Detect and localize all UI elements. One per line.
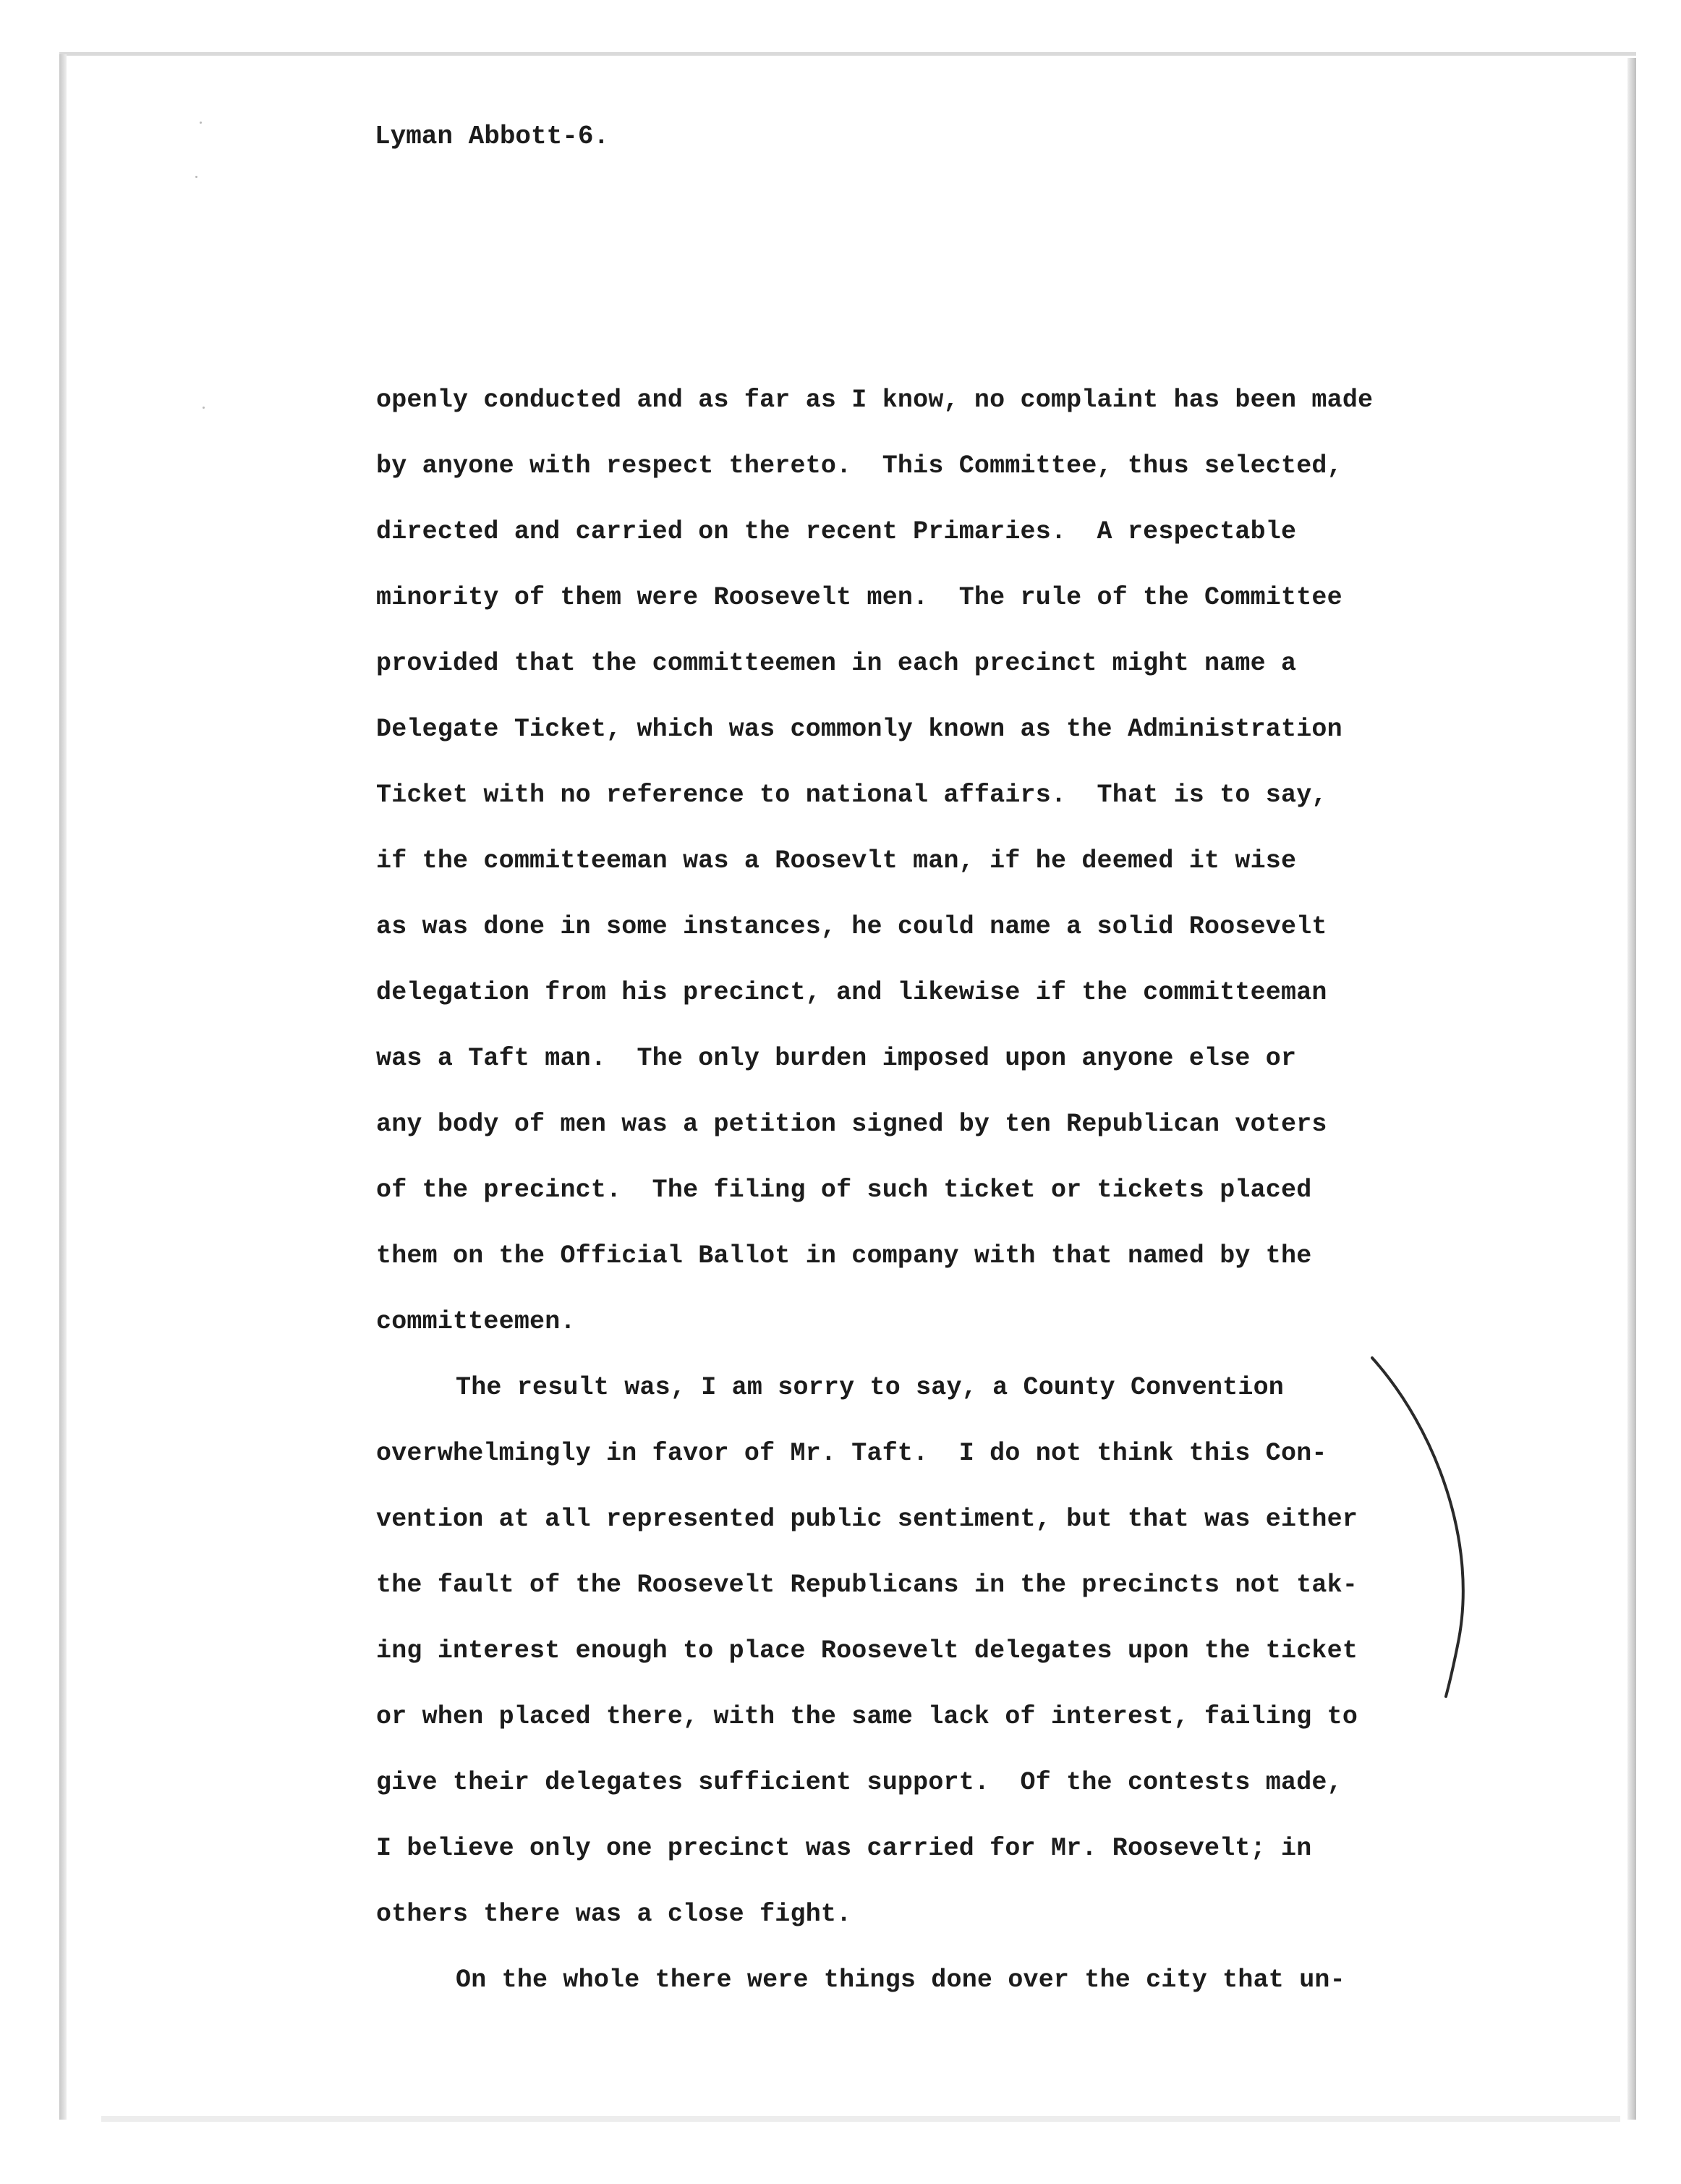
text-line: give their delegates sufficient support. Of the contests made, [376, 1768, 1342, 1797]
text-line: Ticket with no reference to national affairs. That is to say, [376, 781, 1327, 810]
text-line: of the precinct. The filing of such ticket or tickets placed [376, 1176, 1312, 1204]
paragraph-first-line: On the whole there were things done over the city that un- [456, 1966, 1345, 1994]
page-edge-top [59, 52, 1636, 56]
paragraph-first-line: The result was, I am sorry to say, a County Convention [456, 1373, 1284, 1402]
handwritten-margin-bracket [1371, 1356, 1479, 1700]
text-line: the fault of the Roosevelt Republicans in the precincts not tak- [376, 1571, 1358, 1599]
text-line: by anyone with respect thereto. This Committee, thus selected, [376, 451, 1342, 480]
text-line: others there was a close fight. [376, 1900, 852, 1929]
page-edge-left [59, 54, 67, 2120]
text-line: openly conducted and as far as I know, no complaint has been made [376, 386, 1374, 415]
text-line: minority of them were Roosevelt men. The rule of the Committee [376, 583, 1342, 612]
text-line: any body of men was a petition signed by ten Republican voters [376, 1110, 1327, 1139]
text-line: delegation from his precinct, and likewise if the committeeman [376, 978, 1327, 1007]
paper-speck [203, 407, 205, 409]
text-line: ing interest enough to place Roosevelt delegates upon the ticket [376, 1636, 1358, 1665]
page-header: Lyman Abbott-6. [375, 122, 610, 151]
page-edge-right [1627, 58, 1636, 2120]
letter-body [376, 383, 1461, 2029]
paper-speck [200, 122, 202, 124]
text-line: was a Taft man. The only burden imposed upon anyone else or [376, 1044, 1297, 1073]
text-line: I believe only one precinct was carried for Mr. Roosevelt; in [376, 1834, 1312, 1863]
text-line: Delegate Ticket, which was commonly known as the Administration [376, 715, 1342, 744]
page-edge-bottom [101, 2116, 1620, 2122]
text-line: or when placed there, with the same lack of interest, failing to [376, 1702, 1358, 1731]
text-line: directed and carried on the recent Primaries. A respectable [376, 517, 1297, 546]
text-line: overwhelmingly in favor of Mr. Taft. I do not think this Con- [376, 1439, 1327, 1468]
text-line: as was done in some instances, he could name a solid Roosevelt [376, 912, 1327, 941]
text-line: committeemen. [376, 1307, 576, 1336]
paper-speck [195, 176, 197, 178]
text-line: provided that the committeemen in each precinct might name a [376, 649, 1297, 678]
text-line: vention at all represented public sentiment, but that was either [376, 1505, 1358, 1534]
text-line: them on the Official Ballot in company with that named by the [376, 1241, 1312, 1270]
text-line: if the committeeman was a Roosevlt man, if he deemed it wise [376, 846, 1297, 875]
